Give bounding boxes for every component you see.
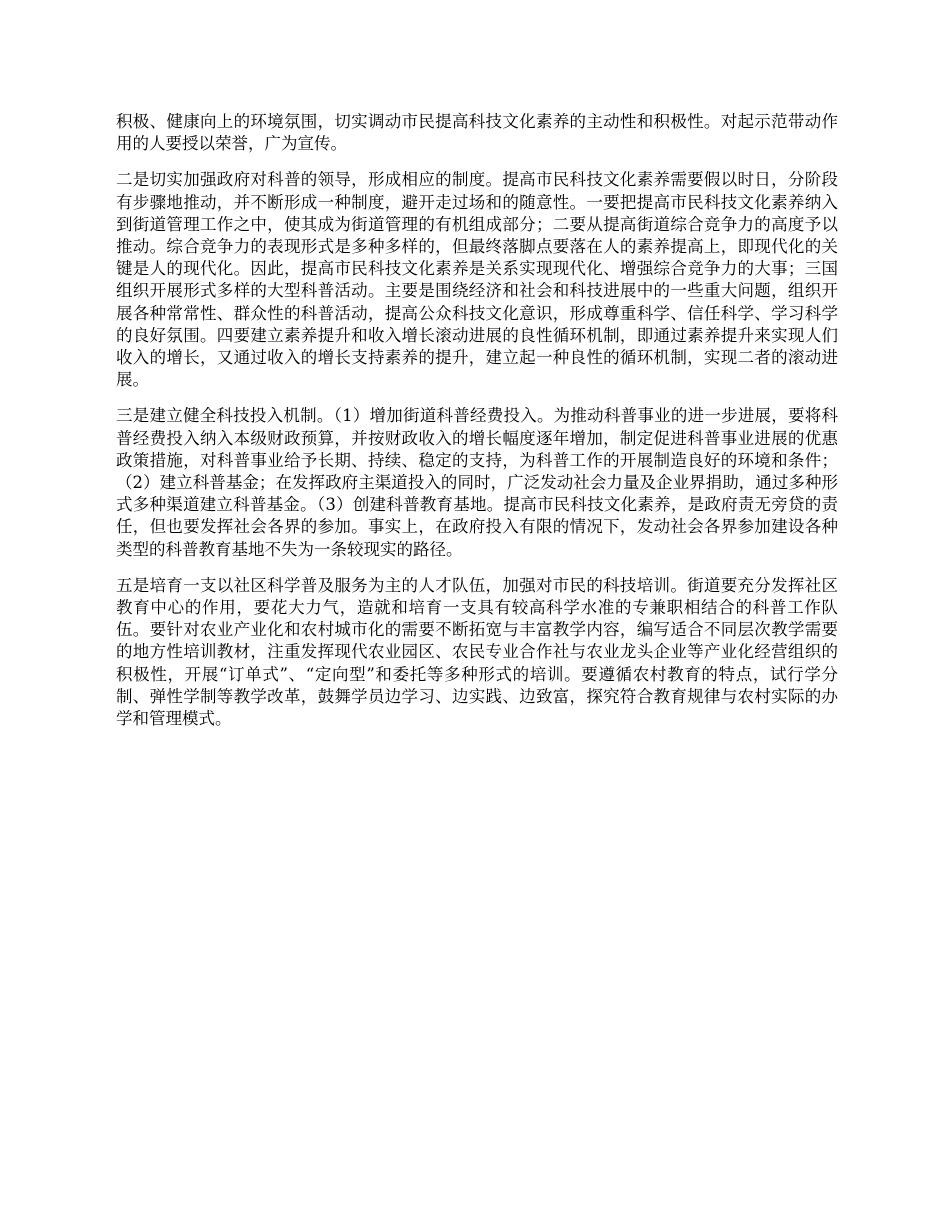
paragraph-3: 三是建立健全科技投入机制。（1）增加街道科普经费投入。为推动科普事业的进一步进展，要将科普经费投入纳入本级财政预算，并按财政收入的增长幅度逐年增加，制定促进科普事业进展的优惠政策措施，对科普事业给予长期、持续、稳定的支持，为科普工作的开展制造良好的环境和条件；（2）建立科普基金；在发挥政府主渠道投入的同时，广泛发动社会力量及企业界捐助，通过多种形式多种渠道建立科普基金。（3）创建科普教育基地。提高市民科技文化素养，是政府责无旁贷的责任，但也要发挥社会各界的参加。事实上，在政府投入有限的情况下，发动社会各界参加建设各种类型的科普教育基地不失为一条较现实的路径。	[116, 406, 838, 559]
document-body	[116, 111, 838, 744]
paragraph-1: 积极、健康向上的环境氛围，切实调动市民提高科技文化素养的主动性和积极性。对起示范带动作用的人要授以荣誉，广为宣传。	[116, 112, 838, 154]
paragraph-2: 二是切实加强政府对科普的领导，形成相应的制度。提高市民科技文化素养需要假以时日，分阶段有步骤地推动，并不断形成一种制度，避开走过场和的随意性。一要把提高市民科技文化素养纳入到街道管理工作之中，使其成为街道管理的有机组成部分；二要从提高街道综合竞争力的高度予以推动。综合竞争力的表现形式是多种多样的，但最终落脚点要落在人的素养提高上，即现代化的关键是人的现代化。因此，提高市民科技文化素养是关系实现现代化、增强综合竞争力的大事；三国组织开展形式多样的大型科普活动。主要是围绕经济和社会和科技进展中的一些重大问题，组织开展各种常常性、群众性的科普活动，提高公众科技文化意识，形成尊重科学、信任科学、学习科学的良好氛围。四要建立素养提升和收入增长滚动进展的良性循环机制，即通过素养提升来实现人们收入的增长，又通过收入的增长支持素养的提升，建立起一种良性的循环机制，实现二者的滚动进展。	[116, 170, 838, 390]
paragraph-4: 五是培育一支以社区科学普及服务为主的人才队伍，加强对市民的科技培训。街道要充分发挥社区教育中心的作用，要花大力气，造就和培育一支具有较高科学水准的专兼职相结合的科普工作队伍。要针对农业产业化和农村城市化的需要不断拓宽与丰富教学内容，编写适合不同层次教学需要的地方性培训教材，注重发挥现代农业园区、农民专业合作社与农业龙头企业等产业化经营组织的积极性，开展“订单式”、“定向型”和委托等多种形式的培训。要遵循农村教育的特点，试行学分制、弹性学制等教学改革，鼓舞学员边学习、边实践、边致富，探究符合教育规律与农村实际的办学和管理模式。	[116, 575, 838, 729]
